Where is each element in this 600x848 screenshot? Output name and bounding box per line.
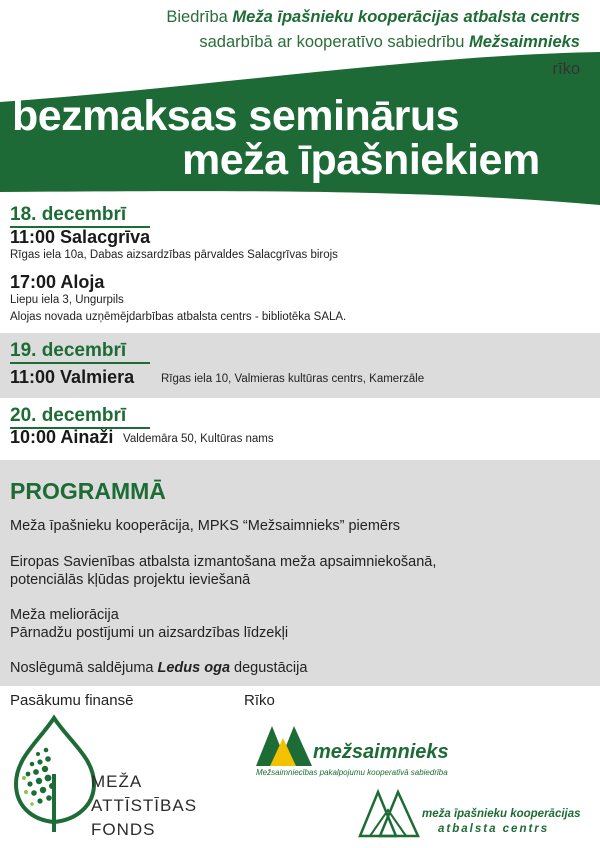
fund-logo-line-1: MEŽA (91, 772, 143, 791)
event-session-ainazi: 10:00 Ainaži (10, 427, 114, 447)
event-session-salacgriva: 11:00 Salacgrīva (10, 227, 151, 247)
mikc-line-2: atbalsta centrs (438, 823, 550, 835)
event-session-valmiera: 11:00 Valmiera (10, 367, 135, 387)
header-line-1: Biedrība Meža īpašnieku kooperācijas atbalsta centrs (166, 8, 580, 26)
mikc-line-1: meža īpašnieku kooperācijas (422, 808, 581, 820)
mezsaimnieks-logo-icon (256, 724, 312, 768)
event-address-valmiera: Rīgas iela 10, Valmieras kultūras centrs, Kamerzāle (161, 373, 425, 385)
program-item-2a: Eiropas Savienības atbalsta izmantošana meža apsaimniekošanā, (10, 554, 437, 570)
event-address-ainazi: Valdemāra 50, Kultūras nams (123, 433, 274, 445)
organizer-label: Rīko (244, 692, 275, 709)
header-line-2: sadarbībā ar kooperatīvo sabiedrību Mežsaimnieks (199, 33, 580, 51)
program-item-1: Meža īpašnieku kooperācija, MPKS “Mežsaimnieks” piemērs (10, 518, 401, 534)
event-address-aloja-2: Alojas novada uzņēmējdarbības atbalsta centrs - bibliotēka SALA. (10, 311, 347, 323)
program-heading: PROGRAMMĀ (10, 478, 166, 504)
title-line-1: bezmaksas seminārus (12, 92, 460, 140)
event-address-salacgriva: Rīgas iela 10a, Dabas aizsardzības pārvaldes Salacgrīvas birojs (10, 249, 338, 261)
program-item-3b: Pārnadžu postījumi un aizsardzības līdzekļi (10, 625, 289, 641)
mikc-logo-icon (358, 788, 420, 840)
program-item-3a: Meža meliorācija (10, 607, 119, 623)
date-underline (10, 362, 150, 364)
event-date-1: 18. decembrī (10, 204, 127, 225)
mezsaimnieks-name: mežsaimnieks (313, 741, 449, 763)
title-line-2: meža īpašniekiem (182, 136, 540, 184)
event-address-aloja: Liepu iela 3, Ungurpils (10, 294, 124, 306)
program-item-4: Noslēgumā saldējuma Ledus oga degustācija (10, 660, 308, 676)
program-item-2b: potenciālās kļūdas projektu ieviešanā (10, 572, 251, 588)
event-date-2: 19. decembrī (10, 340, 127, 361)
funder-label: Pasākumu finansē (10, 692, 134, 709)
fund-logo-text (91, 770, 197, 842)
event-date-3: 20. decembrī (10, 405, 127, 426)
header-line-3: rīko (552, 60, 580, 78)
mezsaimnieks-tagline: Mežsaimniecības pakalpojumu kooperatīvā sabiedrība (256, 768, 448, 777)
fund-logo-line-3: FONDS (91, 820, 156, 839)
event-session-aloja: 17:00 Aloja (10, 272, 105, 292)
fund-logo-line-2: ATTĪSTĪBAS (91, 796, 198, 815)
